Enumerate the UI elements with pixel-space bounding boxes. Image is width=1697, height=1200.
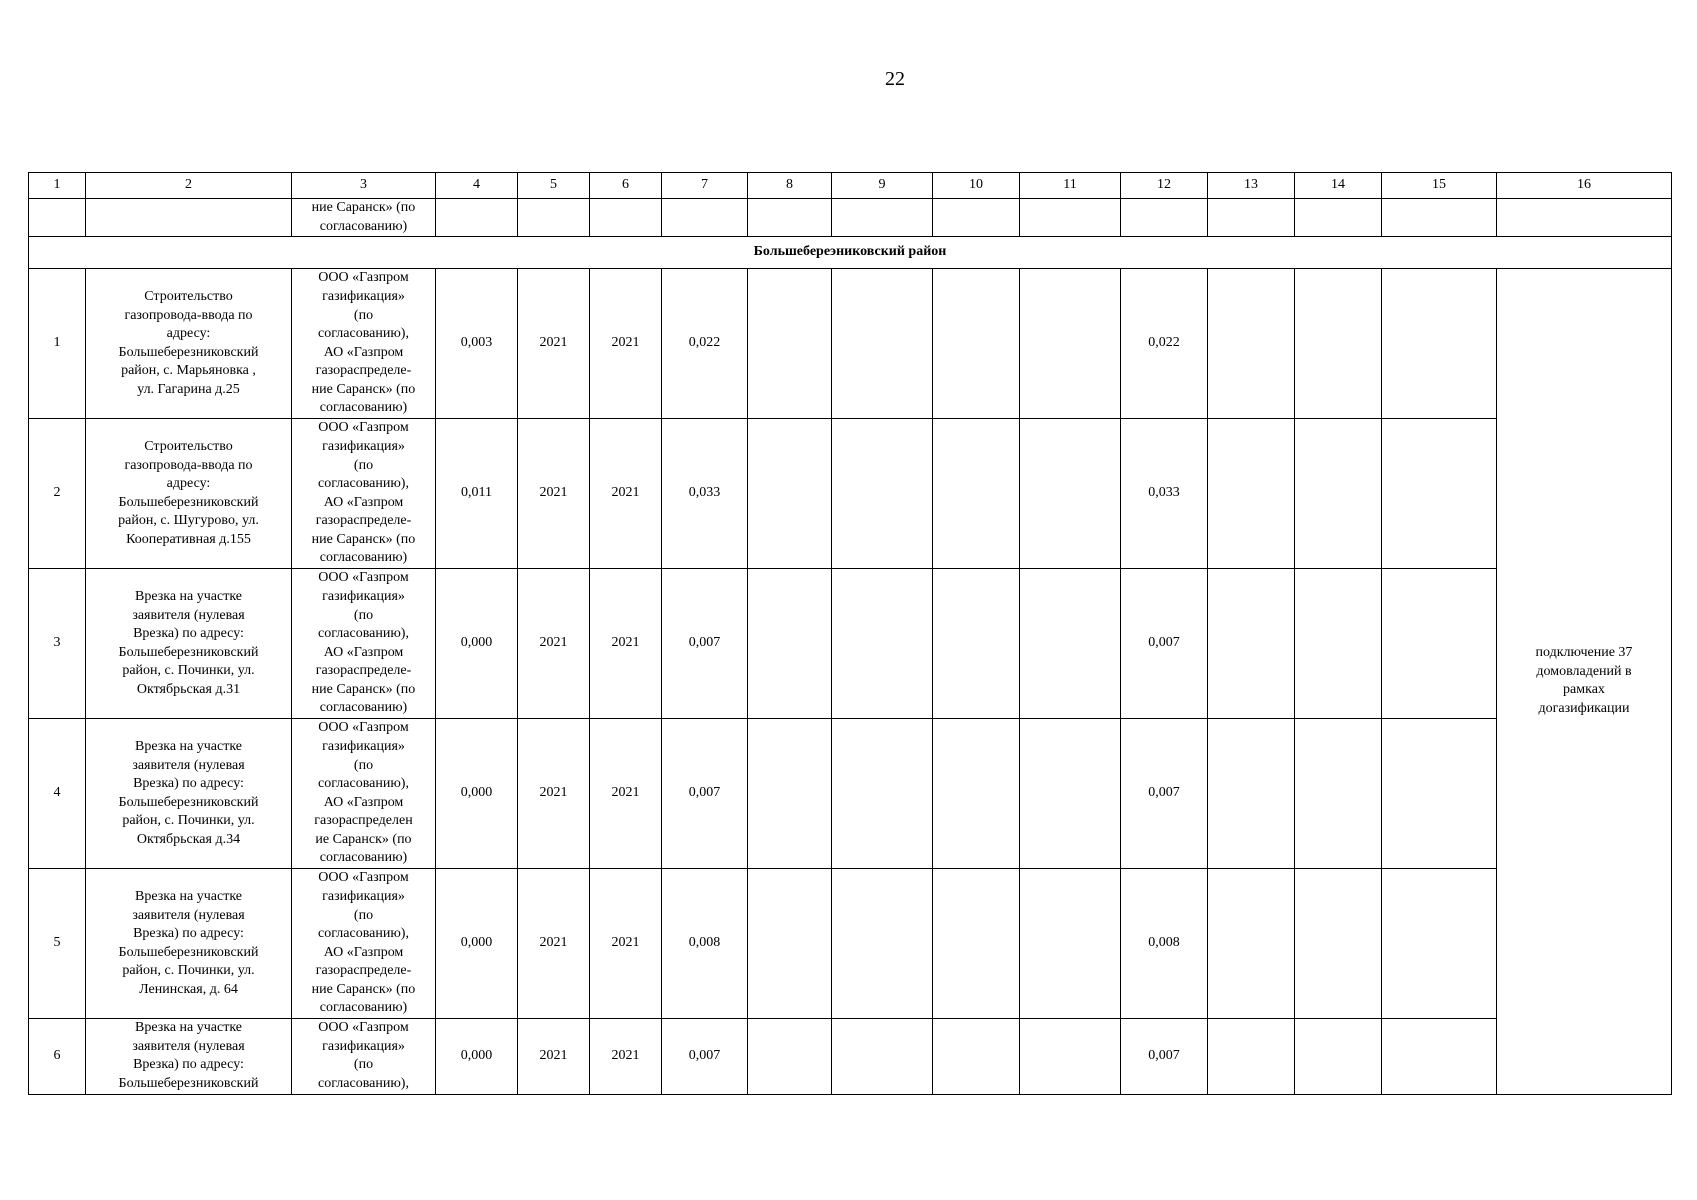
row-col7: 0,007 bbox=[662, 719, 748, 869]
col-number-6: 6 bbox=[590, 173, 662, 199]
row-description: Строительство газопровода-ввода по адресу: Большеберезниковский район, с. Марьяновка , ул. Гагарина д.25 bbox=[86, 269, 292, 419]
table-row bbox=[29, 719, 1672, 869]
row-col12: 0,008 bbox=[1121, 869, 1208, 1019]
continuation-row bbox=[29, 199, 1672, 237]
col-number-3: 3 bbox=[292, 173, 436, 199]
table-row bbox=[29, 269, 1672, 419]
row-executor: ООО «Газпром газификация» (по согласованию), АО «Газпром газораспределе- ние Саранск» (по согласованию) bbox=[292, 419, 436, 569]
col-number-1: 1 bbox=[29, 173, 86, 199]
row-col6: 2021 bbox=[590, 419, 662, 569]
row-col12: 0,033 bbox=[1121, 419, 1208, 569]
row-col12: 0,007 bbox=[1121, 569, 1208, 719]
row-col5: 2021 bbox=[518, 869, 590, 1019]
col-number-4: 4 bbox=[436, 173, 518, 199]
table-row bbox=[29, 1019, 1672, 1094]
row-executor: ООО «Газпром газификация» (по согласованию), АО «Газпром газораспределе- ние Саранск» (по согласованию) bbox=[292, 569, 436, 719]
row-number: 1 bbox=[29, 269, 86, 419]
row-col7: 0,022 bbox=[662, 269, 748, 419]
col-number-11: 11 bbox=[1020, 173, 1121, 199]
col-number-10: 10 bbox=[933, 173, 1020, 199]
row-description: Врезка на участке заявителя (нулевая Врезка) по адресу: Большеберезниковский район, с. Починки, ул. Октябрьская д.31 bbox=[86, 569, 292, 719]
row-col7: 0,007 bbox=[662, 1019, 748, 1094]
row-col5: 2021 bbox=[518, 419, 590, 569]
row-description: Врезка на участке заявителя (нулевая Врезка) по адресу: Большеберезниковский район, с. Починки, ул. Октябрьская д.34 bbox=[86, 719, 292, 869]
col-number-9: 9 bbox=[832, 173, 933, 199]
row-description: Врезка на участке заявителя (нулевая Врезка) по адресу: Большеберезниковский район, с. Починки, ул. Ленинская, д. 64 bbox=[86, 869, 292, 1019]
row-number: 3 bbox=[29, 569, 86, 719]
row-number: 4 bbox=[29, 719, 86, 869]
section-row bbox=[29, 237, 1672, 269]
row-col5: 2021 bbox=[518, 569, 590, 719]
row-col5: 2021 bbox=[518, 719, 590, 869]
col-number-2: 2 bbox=[86, 173, 292, 199]
row-description: Строительство газопровода-ввода по адресу: Большеберезниковский район, с. Шугурово, ул. Кооперативная д.155 bbox=[86, 419, 292, 569]
row-executor: ООО «Газпром газификация» (по согласованию), АО «Газпром газораспределен ие Саранск» (по согласованию) bbox=[292, 719, 436, 869]
row-col12: 0,022 bbox=[1121, 269, 1208, 419]
column-number-row bbox=[29, 173, 1672, 199]
row-col4: 0,011 bbox=[436, 419, 518, 569]
col-number-12: 12 bbox=[1121, 173, 1208, 199]
col-number-15: 15 bbox=[1382, 173, 1497, 199]
row-col12: 0,007 bbox=[1121, 719, 1208, 869]
row-col4: 0,000 bbox=[436, 1019, 518, 1094]
col-number-8: 8 bbox=[748, 173, 832, 199]
col-number-14: 14 bbox=[1295, 173, 1382, 199]
row-col7: 0,033 bbox=[662, 419, 748, 569]
row-col6: 2021 bbox=[590, 569, 662, 719]
row-col5: 2021 bbox=[518, 1019, 590, 1094]
row-col4: 0,000 bbox=[436, 719, 518, 869]
row-col6: 2021 bbox=[590, 869, 662, 1019]
table-row bbox=[29, 869, 1672, 1019]
row-col7: 0,008 bbox=[662, 869, 748, 1019]
col-number-7: 7 bbox=[662, 173, 748, 199]
row-executor: ООО «Газпром газификация» (по согласованию), АО «Газпром газораспределе- ние Саранск» (по согласованию) bbox=[292, 269, 436, 419]
page-number: 22 bbox=[885, 68, 905, 90]
row-col4: 0,000 bbox=[436, 869, 518, 1019]
col-number-5: 5 bbox=[518, 173, 590, 199]
row-col6: 2021 bbox=[590, 719, 662, 869]
row-col5: 2021 bbox=[518, 269, 590, 419]
row-col7: 0,007 bbox=[662, 569, 748, 719]
row-executor: ООО «Газпром газификация» (по согласованию), bbox=[292, 1019, 436, 1094]
row-col12: 0,007 bbox=[1121, 1019, 1208, 1094]
col-number-13: 13 bbox=[1208, 173, 1295, 199]
row-number: 5 bbox=[29, 869, 86, 1019]
row-number: 6 bbox=[29, 1019, 86, 1094]
note-cell: подключение 37 домовладений в рамках догазификации bbox=[1497, 269, 1672, 1094]
table-row bbox=[29, 569, 1672, 719]
col-number-16: 16 bbox=[1497, 173, 1672, 199]
section-title: Большебереэниковский район bbox=[29, 237, 1672, 269]
gasification-table bbox=[28, 172, 1672, 1095]
row-col6: 2021 bbox=[590, 269, 662, 419]
row-description: Врезка на участке заявителя (нулевая Врезка) по адресу: Большеберезниковский bbox=[86, 1019, 292, 1094]
row-executor: ООО «Газпром газификация» (по согласованию), АО «Газпром газораспределе- ние Саранск» (по согласованию) bbox=[292, 869, 436, 1019]
row-col6: 2021 bbox=[590, 1019, 662, 1094]
row-col4: 0,003 bbox=[436, 269, 518, 419]
row-col4: 0,000 bbox=[436, 569, 518, 719]
table-row bbox=[29, 419, 1672, 569]
continuation-executor: ние Саранск» (по согласованию) bbox=[292, 199, 436, 237]
row-number: 2 bbox=[29, 419, 86, 569]
